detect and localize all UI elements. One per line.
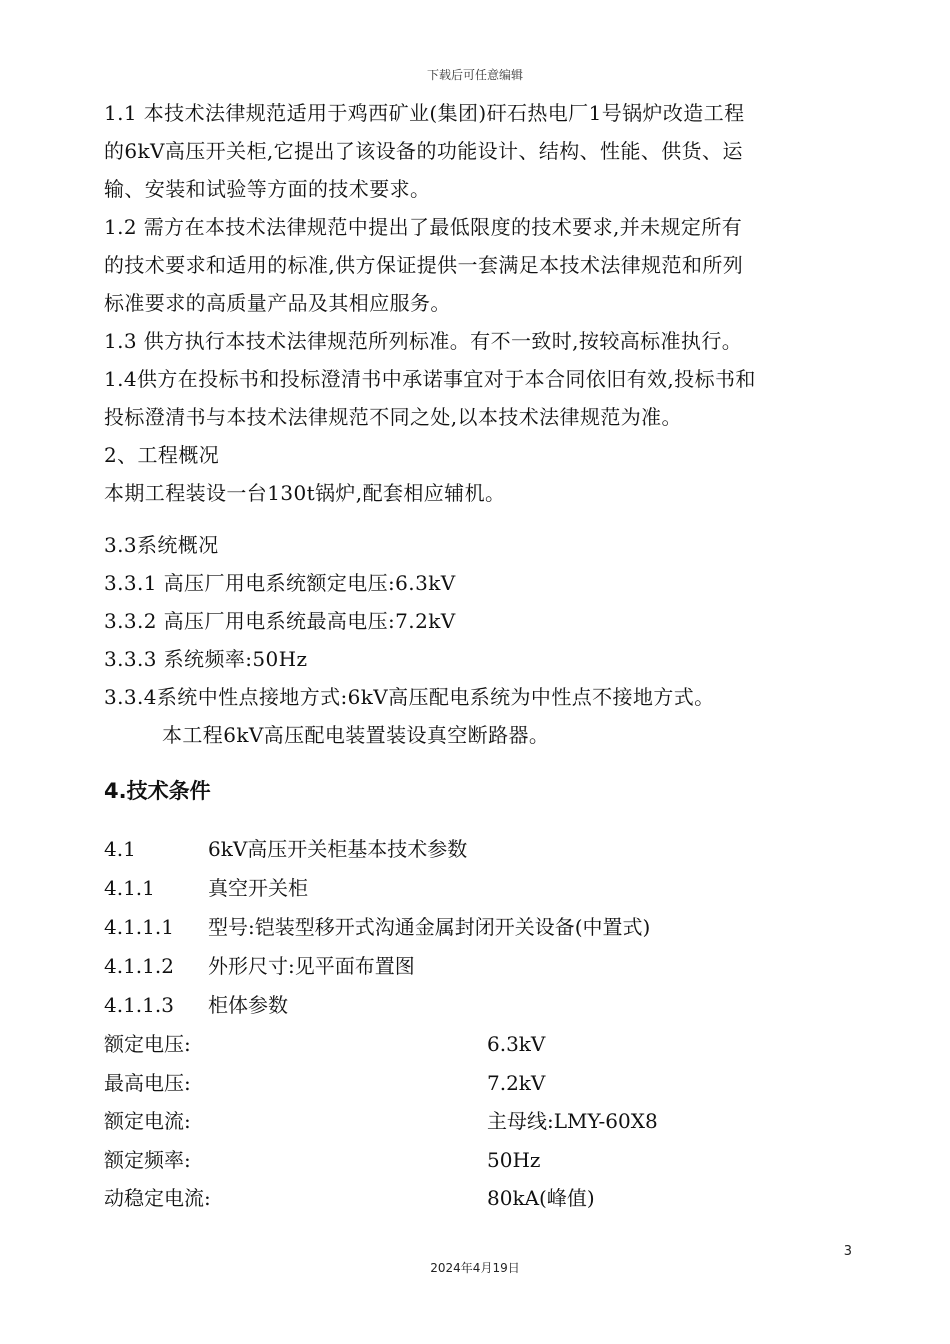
- param-row: [104, 1179, 864, 1218]
- param-value: 主母线:LMY-60X8: [487, 1109, 658, 1133]
- spec-item: [104, 869, 864, 908]
- param-value: 6.3kV: [487, 1032, 546, 1056]
- spec-item-text: 外形尺寸:见平面布置图: [208, 954, 415, 978]
- system-note: 本工程6kV高压配电装置装设真空断路器。: [162, 723, 550, 747]
- paragraph-line: 的6kV高压开关柜,它提出了该设备的功能设计、结构、性能、供货、运: [104, 139, 743, 163]
- footer-date: 2024年4月19日: [430, 1261, 520, 1275]
- paragraph-line: 投标澄清书与本技术法律规范不同之处,以本技术法律规范为准。: [104, 405, 682, 429]
- system-line: 3.3.1 高压厂用电系统额定电压:6.3kV: [104, 571, 456, 595]
- spec-item-number: 4.1: [104, 837, 136, 861]
- param-value: 50Hz: [487, 1147, 541, 1172]
- paragraph-line: 1.4供方在投标书和投标澄清书中承诺事宜对于本合同依旧有效,投标书和: [104, 367, 756, 391]
- paragraph-line: 1.2 需方在本技术法律规范中提出了最低限度的技术要求,并未规定所有: [104, 215, 743, 239]
- spec-item-text: 6kV高压开关柜基本技术参数: [208, 837, 468, 861]
- paragraph-line: 的技术要求和适用的标准,供方保证提供一套满足本技术法律规范和所列: [104, 253, 744, 277]
- paragraph-line: 输、安装和试验等方面的技术要求。: [104, 177, 431, 201]
- paragraph-line: 标准要求的高质量产品及其相应服务。: [104, 291, 451, 315]
- param-label: 额定电压:: [104, 1032, 191, 1056]
- section-heading-4: 4.技术条件: [104, 779, 211, 803]
- spec-item-text: 型号:铠装型移开式沟通金属封闭开关设备(中置式): [208, 915, 651, 939]
- page-number: 3: [843, 1244, 852, 1259]
- param-row: [104, 1025, 864, 1064]
- spec-item-text: 柜体参数: [208, 993, 288, 1017]
- document-body: [104, 94, 864, 1218]
- paragraph-line: 1.3 供方执行本技术法律规范所列标准。有不一致时,按较高标准执行。: [104, 329, 743, 353]
- spec-item: [104, 830, 864, 869]
- param-row: [104, 1141, 864, 1180]
- spec-item-number: 4.1.1.2: [104, 954, 174, 978]
- param-label: 额定电流:: [104, 1109, 191, 1133]
- spec-item: [104, 986, 864, 1025]
- param-label: 最高电压:: [104, 1070, 191, 1095]
- spec-item-number: 4.1.1.3: [104, 993, 174, 1017]
- spec-item-text: 真空开关柜: [208, 876, 308, 900]
- param-label: 动稳定电流:: [104, 1186, 211, 1210]
- spec-item-number: 4.1.1.1: [104, 915, 174, 939]
- section-heading-2: 2、工程概况: [104, 443, 220, 467]
- param-value: 7.2kV: [487, 1070, 546, 1095]
- spec-item-number: 4.1.1: [104, 876, 155, 900]
- paragraph-line: 本期工程装设一台130t锅炉,配套相应辅机。: [104, 481, 506, 505]
- param-row: [104, 1102, 864, 1141]
- spec-item: [104, 947, 864, 986]
- system-line: 3.3.4系统中性点接地方式:6kV高压配电系统为中性点不接地方式。: [104, 685, 715, 709]
- param-value: 80kA(峰值): [487, 1186, 595, 1210]
- param-label: 额定频率:: [104, 1147, 191, 1172]
- param-row: [104, 1064, 864, 1103]
- spec-item: [104, 908, 864, 947]
- system-line: 3.3.3 系统频率:50Hz: [104, 647, 308, 671]
- section-heading-3-3: 3.3系统概况: [104, 533, 219, 557]
- system-line: 3.3.2 高压厂用电系统最高电压:7.2kV: [104, 609, 456, 633]
- page-header: 下载后可任意编辑: [426, 68, 523, 82]
- paragraph-line: 1.1 本技术法律规范适用于鸡西矿业(集团)矸石热电厂1号锅炉改造工程: [104, 101, 745, 125]
